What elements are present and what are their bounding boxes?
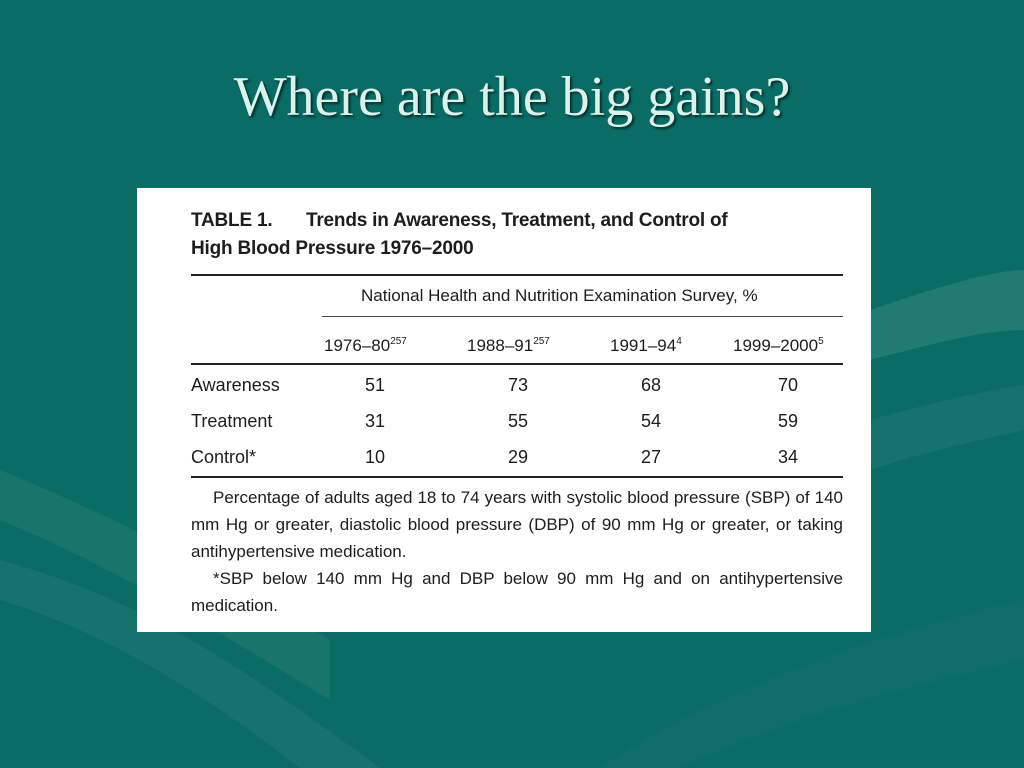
table-cell: 73 [507,375,529,395]
table-figure [137,188,871,632]
table-top-rule [191,274,843,276]
table-caption-label: TABLE 1. [191,210,273,231]
table-cell: 68 [640,375,662,395]
table-caption-line1: Trends in Awareness, Treatment, and Control of [306,210,728,231]
table-cell: 70 [777,375,799,395]
column-header: 1999–2000$^5$ [733,336,824,355]
table-caption-line2: High Blood Pressure 1976–2000 [191,238,474,259]
table-cell: 54 [640,411,662,431]
footnote-control: *SBP below 140 mm Hg and DBP below 90 mm Hg and on antihypertensive medication. [191,569,843,615]
table-cell: 34 [777,447,799,467]
table-cell: 27 [640,447,662,467]
table-cell: 31 [364,411,386,431]
survey-header: National Health and Nutrition Examination Survey, % [361,286,758,305]
row-label-awareness: Awareness [191,375,280,395]
footnote-definition: Percentage of adults aged 18 to 74 years with systolic blood pressure (SBP) of 140 mm Hg or greater, diastolic blood pressure (DBP) of 90 mm Hg or greater, or taking antihypertensive medication. [191,488,843,561]
table-cell: 59 [777,411,799,431]
table-cell: 55 [507,411,529,431]
table-caption [191,207,831,263]
column-header: $1976-80^{257}$ [324,336,407,355]
column-header: $1988-91^{257}$ [467,336,550,355]
table-bottom-rule [191,476,843,478]
row-label-control: Control* [191,447,257,467]
row-label-treatment: Treatment [191,411,273,431]
slide-title: Where are the big gains? [233,66,791,128]
table-cell: 29 [507,447,529,467]
table-cell: 51 [364,375,386,395]
header-bottom-rule [191,363,843,365]
table-cell: 10 [364,447,386,467]
header-underline [322,316,843,317]
table-footnote [191,484,843,619]
column-header: $1991-94^4$ [610,336,682,355]
